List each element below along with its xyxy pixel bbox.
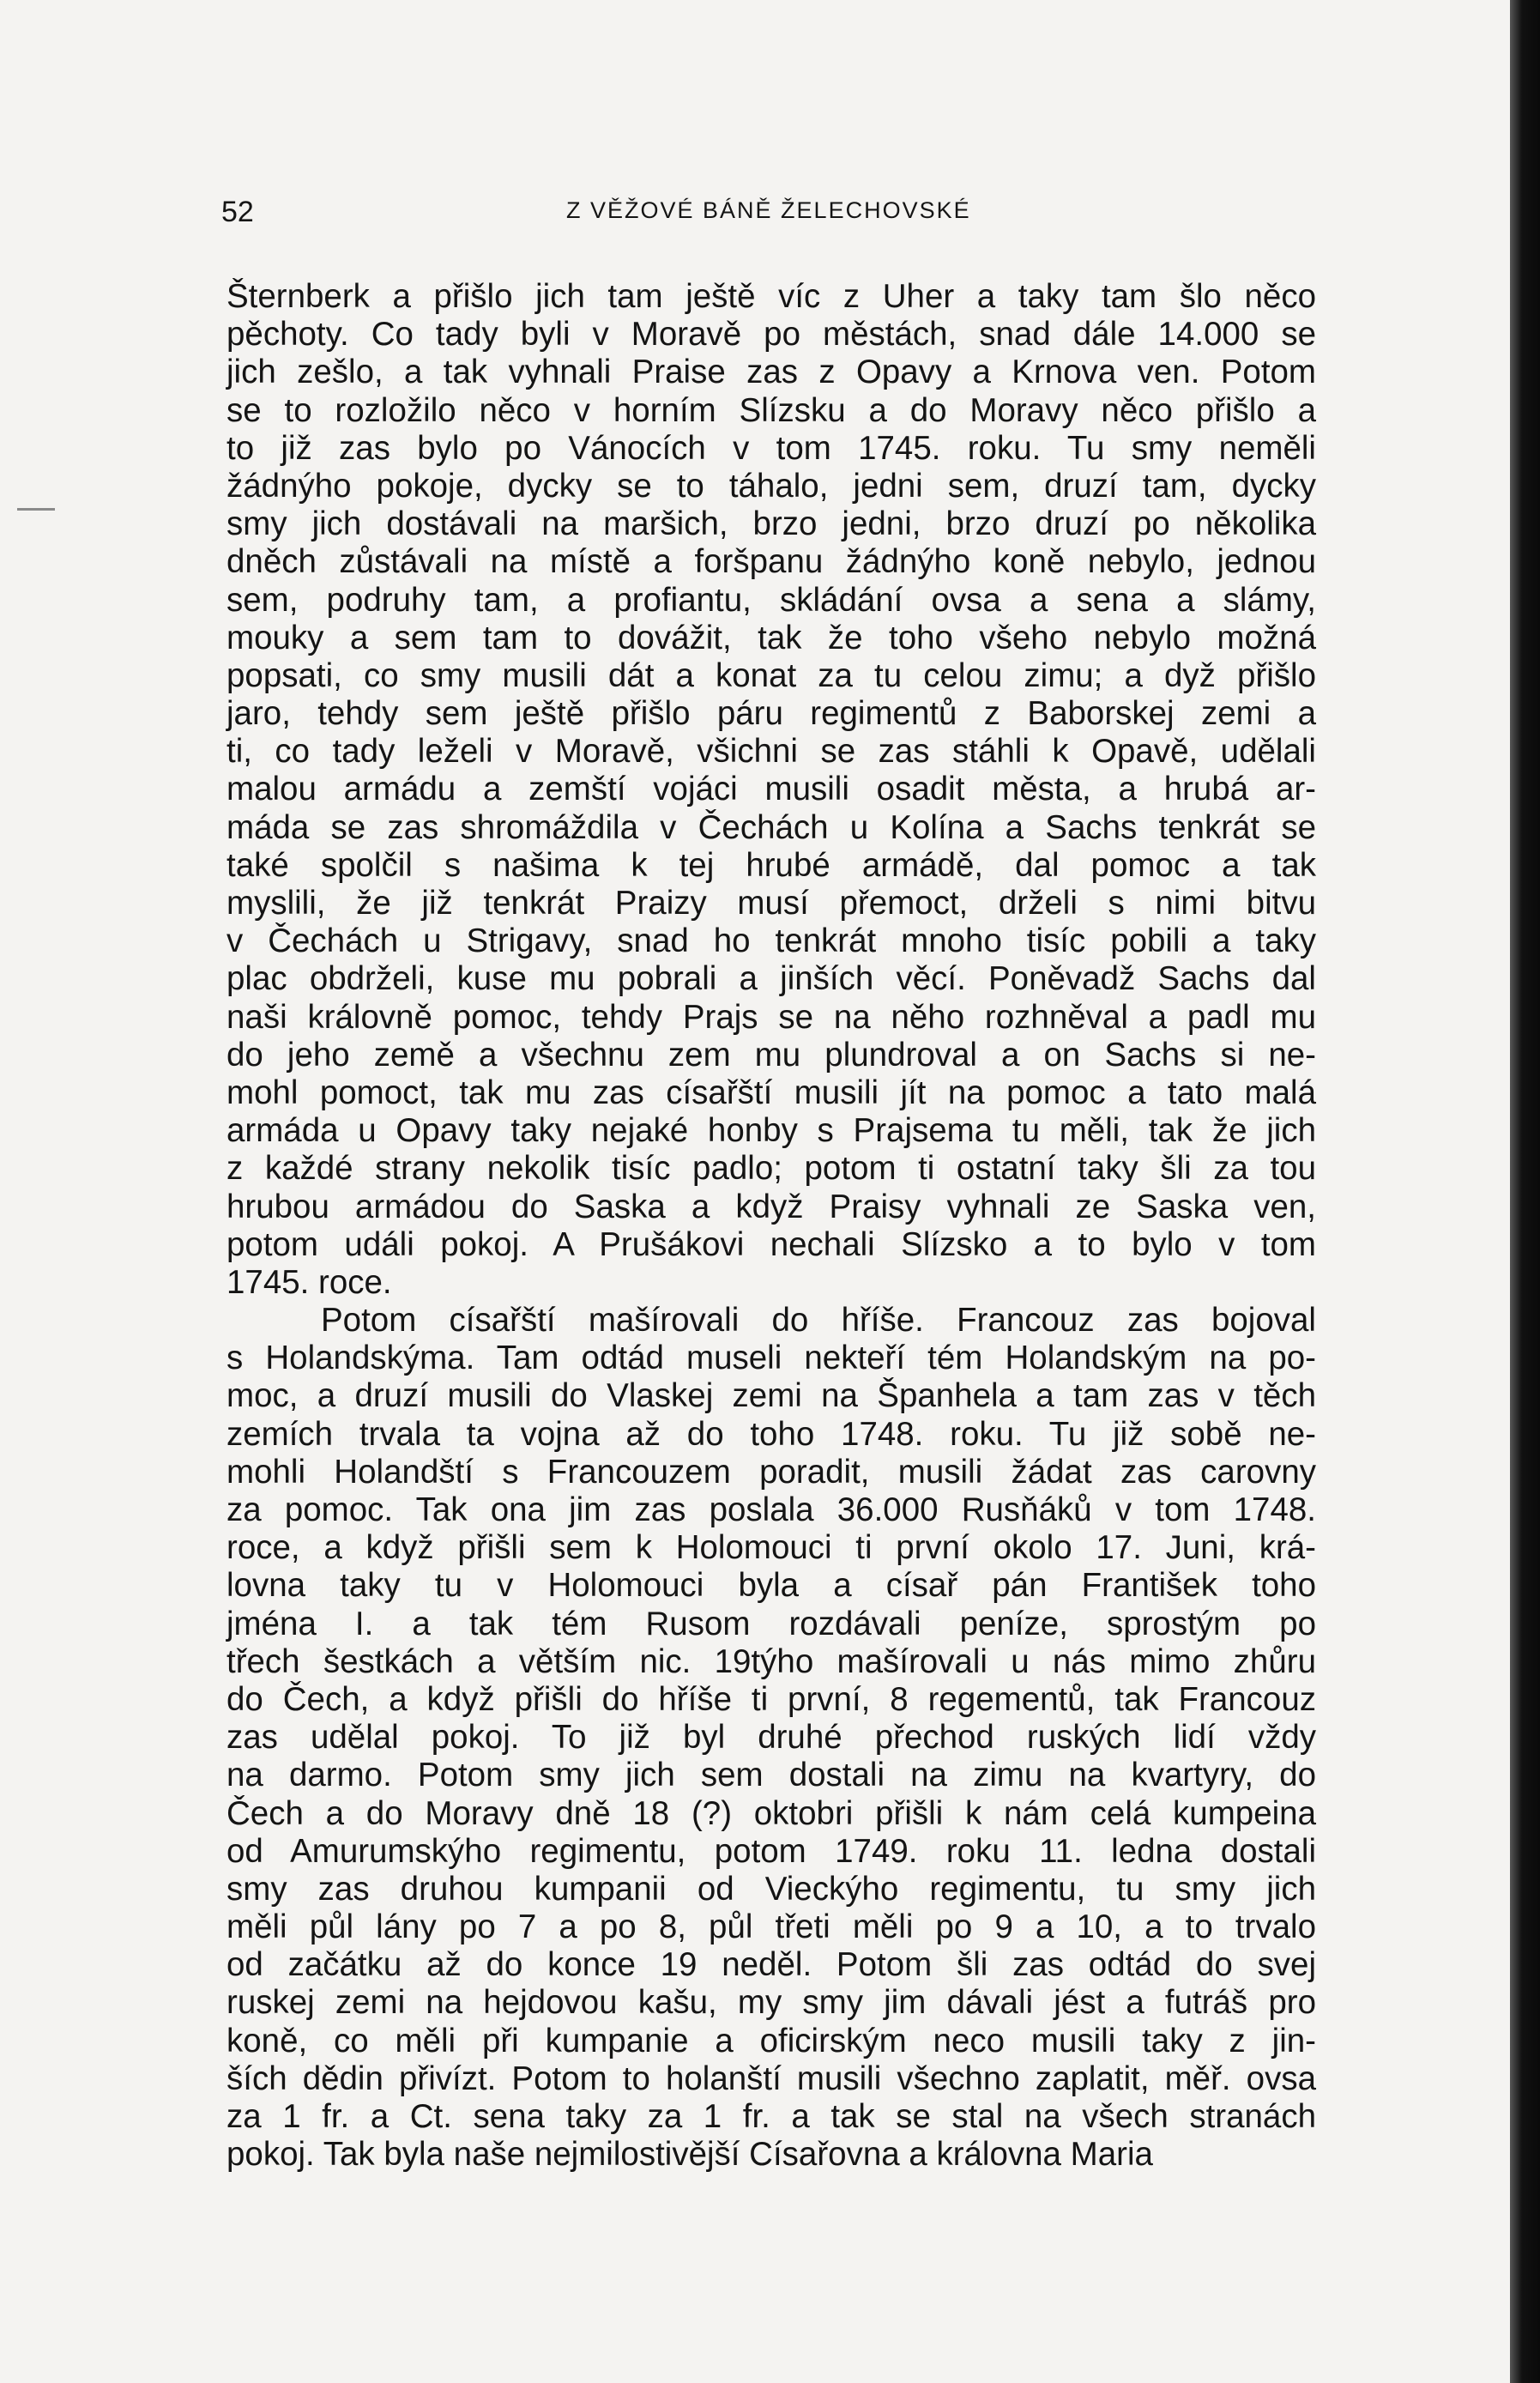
text-line: jich zešlo, a tak vyhnali Praise zas z Opavy a Krnova ven. Potom	[226, 354, 1316, 391]
text-line: na darmo. Potom smy jich sem dostali na zimu na kvartyry, do	[226, 1757, 1316, 1794]
text-line: 1745. roce.	[226, 1263, 392, 1301]
body-text	[226, 278, 1316, 2174]
text-line: Potom císařští mašírovali do hříše. Francouz zas bojoval	[321, 1302, 1316, 1340]
text-line: zemích trvala ta vojna až do toho 1748. roku. Tu již sobě ne-	[226, 1415, 1316, 1453]
text-line: potom událi pokoj. A Prušákovi nechali Slízsko a to bylo v tom	[226, 1225, 1316, 1263]
text-line: naši královně pomoc, tehdy Prajs se na něho rozhněval a padl mu	[226, 998, 1316, 1036]
text-line: mohl pomoct, tak mu zas císařští musili jít na pomoc a tato malá	[226, 1074, 1316, 1111]
text-line: jaro, tehdy sem ještě přišlo páru regimentů z Baborskej zemi a	[226, 695, 1316, 733]
running-title: Z VĚŽOVÉ BÁNĚ ŽELECHOVSKÉ	[566, 197, 971, 223]
text-line: ruskej zemi na hejdovou kašu, my smy jim dávali jést a futráš pro	[226, 1984, 1316, 2022]
margin-mark	[17, 508, 55, 511]
text-line: s Holandskýma. Tam odtád museli nekteří tém Holandským na po-	[226, 1340, 1316, 1377]
text-line: popsati, co smy musili dát a konat za tu celou zimu; a dyž přišlo	[226, 656, 1316, 694]
text-line: smy jich dostávali na maršich, brzo jedni, brzo druzí po několika	[226, 505, 1316, 543]
text-line: do jeho země a všechnu zem mu plundroval a on Sachs si ne-	[226, 1036, 1316, 1074]
text-line: mohli Holandští s Francouzem poradit, musili žádat zas carovny	[226, 1453, 1316, 1491]
text-line: žádnýho pokoje, dycky se to táhalo, jedni sem, druzí tam, dycky	[226, 467, 1316, 505]
text-line: od Amurumskýho regimentu, potom 1749. roku 11. ledna dostali	[226, 1832, 1316, 1870]
text-line: smy zas druhou kumpanii od Vieckýho regimentu, tu smy jich	[226, 1870, 1316, 1908]
text-line: za 1 fr. a Ct. sena taky za 1 fr. a tak se stal na všech stranách	[226, 2098, 1316, 2135]
text-line: plac obdrželi, kuse mu pobrali a jinších věcí. Poněvadž Sachs dal	[226, 960, 1316, 998]
text-line: armáda u Opavy taky nejaké honby s Prajsema tu měli, tak že jich	[226, 1112, 1316, 1150]
scan-edge	[1510, 0, 1540, 2383]
text-line: pokoj. Tak byla naše nejmilostivější Císařovna a královna Maria	[226, 2136, 1153, 2174]
text-line: za pomoc. Tak ona jim zas poslala 36.000 Rusňáků v tom 1748.	[226, 1491, 1316, 1528]
text-line: mouky a sem tam to dovážit, tak že toho všeho nebylo možná	[226, 619, 1316, 656]
text-line: jména I. a tak tém Rusom rozdávali peníze, sprostým po	[226, 1605, 1316, 1642]
text-line: hrubou armádou do Saska a když Praisy vyhnali ze Saska ven,	[226, 1188, 1316, 1225]
text-line: z každé strany nekolik tisíc padlo; potom ti ostatní taky šli za tou	[226, 1150, 1316, 1188]
page-header	[221, 196, 993, 230]
text-line: do Čech, a když přišli do hříše ti první, 8 regementů, tak Francouz	[226, 1680, 1316, 1718]
text-line: myslili, že již tenkrát Praizy musí přemoct, drželi s nimi bitvu	[226, 885, 1316, 922]
text-line: moc, a druzí musili do Vlaskej zemi na Španhela a tam zas v těch	[226, 1377, 1316, 1415]
text-line: v Čechách u Strigavy, snad ho tenkrát mnoho tisíc pobili a taky	[226, 922, 1316, 960]
text-line: Šternberk a přišlo jich tam ještě víc z Uher a taky tam šlo něco	[226, 278, 1316, 315]
text-line: to již zas bylo po Vánocích v tom 1745. roku. Tu smy neměli	[226, 429, 1316, 467]
page-number: 52	[221, 196, 254, 228]
text-line: třech šestkách a větším nic. 19týho mašírovali u nás mimo zhůru	[226, 1642, 1316, 1680]
text-line: od začátku až do konce 19 neděl. Potom šli zas odtád do svej	[226, 1946, 1316, 1984]
text-line: pěchoty. Co tady byli v Moravě po městách, snad dále 14.000 se	[226, 316, 1316, 354]
text-line: ších dědin přivízt. Potom to holanští musili všechno zaplatit, měř. ovsa	[226, 2059, 1316, 2097]
text-line: ti, co tady leželi v Moravě, všichni se zas stáhli k Opavě, udělali	[226, 733, 1316, 771]
text-line: zas udělal pokoj. To již byl druhé přechod ruských lidí vždy	[226, 1719, 1316, 1757]
text-line: koně, co měli při kumpanie a oficirským neco musili taky z jin-	[226, 2022, 1316, 2059]
text-line: se to rozložilo něco v horním Slízsku a do Moravy něco přišlo a	[226, 391, 1316, 429]
text-line: máda se zas shromáždila v Čechách u Kolína a Sachs tenkrát se	[226, 808, 1316, 846]
text-line: roce, a když přišli sem k Holomouci ti první okolo 17. Juni, krá-	[226, 1529, 1316, 1567]
text-line: sem, podruhy tam, a profiantu, skládání ovsa a sena a slámy,	[226, 581, 1316, 619]
text-line: Čech a do Moravy dně 18 (?) oktobri přišli k nám celá kumpeina	[226, 1794, 1316, 1832]
text-line: také spolčil s našima k tej hrubé armádě, dal pomoc a tak	[226, 846, 1316, 884]
text-line: lovna taky tu v Holomouci byla a císař pán František toho	[226, 1567, 1316, 1605]
text-line: malou armádu a zemští vojáci musili osadit města, a hrubá ar-	[226, 771, 1316, 808]
text-line: dněch zůstávali na místě a foršpanu žádnýho koně nebylo, jednou	[226, 543, 1316, 581]
text-line: měli půl lány po 7 a po 8, půl třeti měli po 9 a 10, a to trvalo	[226, 1908, 1316, 1946]
